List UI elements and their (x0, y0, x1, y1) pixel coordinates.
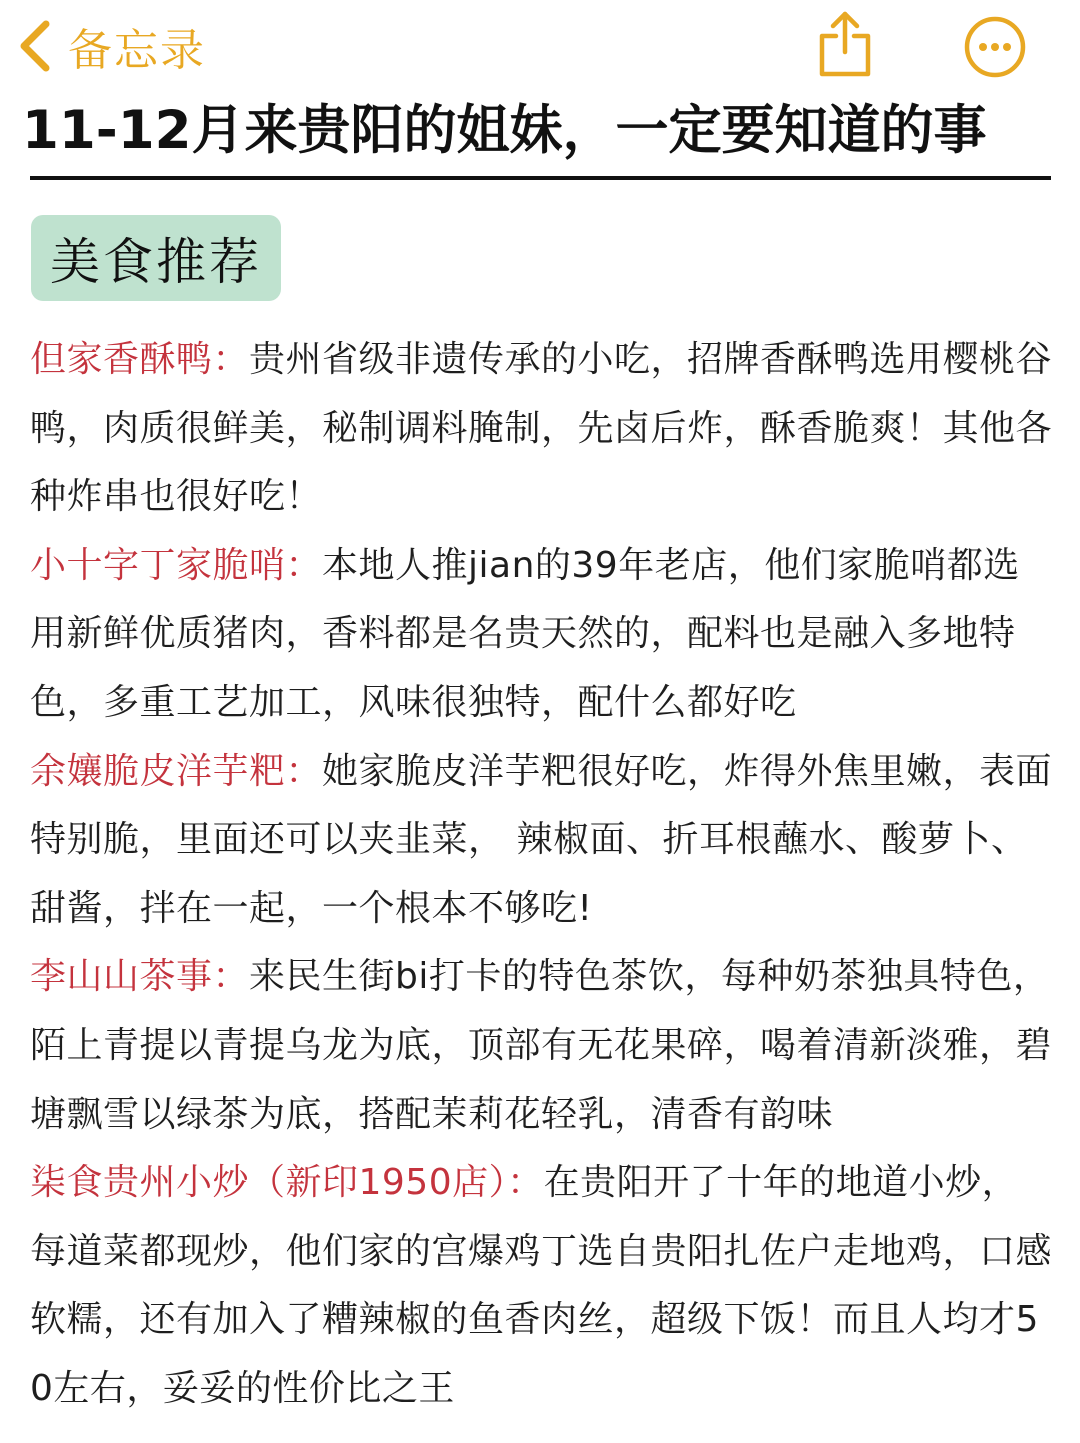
more-button[interactable] (962, 14, 1028, 80)
food-item-description: 贵州省级非遗传承的小吃，招牌香酥鸭选用樱桃谷鸭，肉质很鲜美，秘制调料腌制，先卤后炸，酥香脆爽！其他各种炸串也很好吃！ (30, 339, 1053, 518)
chevron-left-icon (14, 16, 54, 76)
food-item-description: 本地人推jian的39年老店，他们家脆哨都选用新鲜优质猪肉，香料都是名贵天然的，配料也是融入多地特色，多重工艺加工，风味很独特，配什么都好吃 (30, 544, 1020, 723)
share-icon (812, 67, 878, 86)
food-item (30, 326, 1054, 532)
food-item-name: 小十字丁家脆哨： (30, 544, 323, 586)
food-item (30, 738, 1054, 944)
food-item-name: 李山山茶事： (30, 956, 250, 998)
food-item-name: 柒食贵州小炒（新印1950店）： (30, 1162, 544, 1204)
title-divider (30, 176, 1051, 180)
food-item-description: 她家脆皮洋芋粑很好吃，炸得外焦里嫩，表面特别脆，里面还可以夹韭菜， 辣椒面、折耳根蘸水、酸萝卜、甜酱，拌在一起，一个根本不够吃! (30, 750, 1053, 929)
share-button[interactable] (812, 6, 878, 82)
food-item (30, 1149, 1054, 1423)
food-item (30, 532, 1054, 738)
back-button[interactable] (14, 14, 206, 78)
note-title: 11-12月来贵阳的姐妹，一定要知道的事 (22, 100, 987, 161)
food-item (30, 943, 1054, 1149)
food-item-name: 余孃脆皮洋芋粑： (30, 750, 323, 792)
section-badge-label: 美食推荐 (50, 233, 262, 291)
more-icon (962, 65, 1028, 84)
food-item-description: 来民生街bi打卡的特色茶饮，每种奶茶独具特色，陌上青提以青提乌龙为底，顶部有无花果碎，喝着清新淡雅，碧塘飘雪以绿茶为底，搭配茉莉花轻乳，清香有韵味 (30, 956, 1053, 1135)
navigation-bar (0, 0, 1080, 92)
food-item-name: 但家香酥鸭： (30, 339, 250, 380)
section-badge (31, 215, 281, 301)
back-label: 备忘录 (68, 25, 206, 76)
note-body (30, 326, 1054, 1424)
food-item-description: 在贵阳开了十年的地道小炒，每道菜都现炒，他们家的宫爆鸡丁选自贵阳扎佐户走地鸡，口感软糯，还有加入了糟辣椒的鱼香肉丝，超级下饭！而且人均才50左右，妥妥的性价比之王 (30, 1162, 1053, 1409)
